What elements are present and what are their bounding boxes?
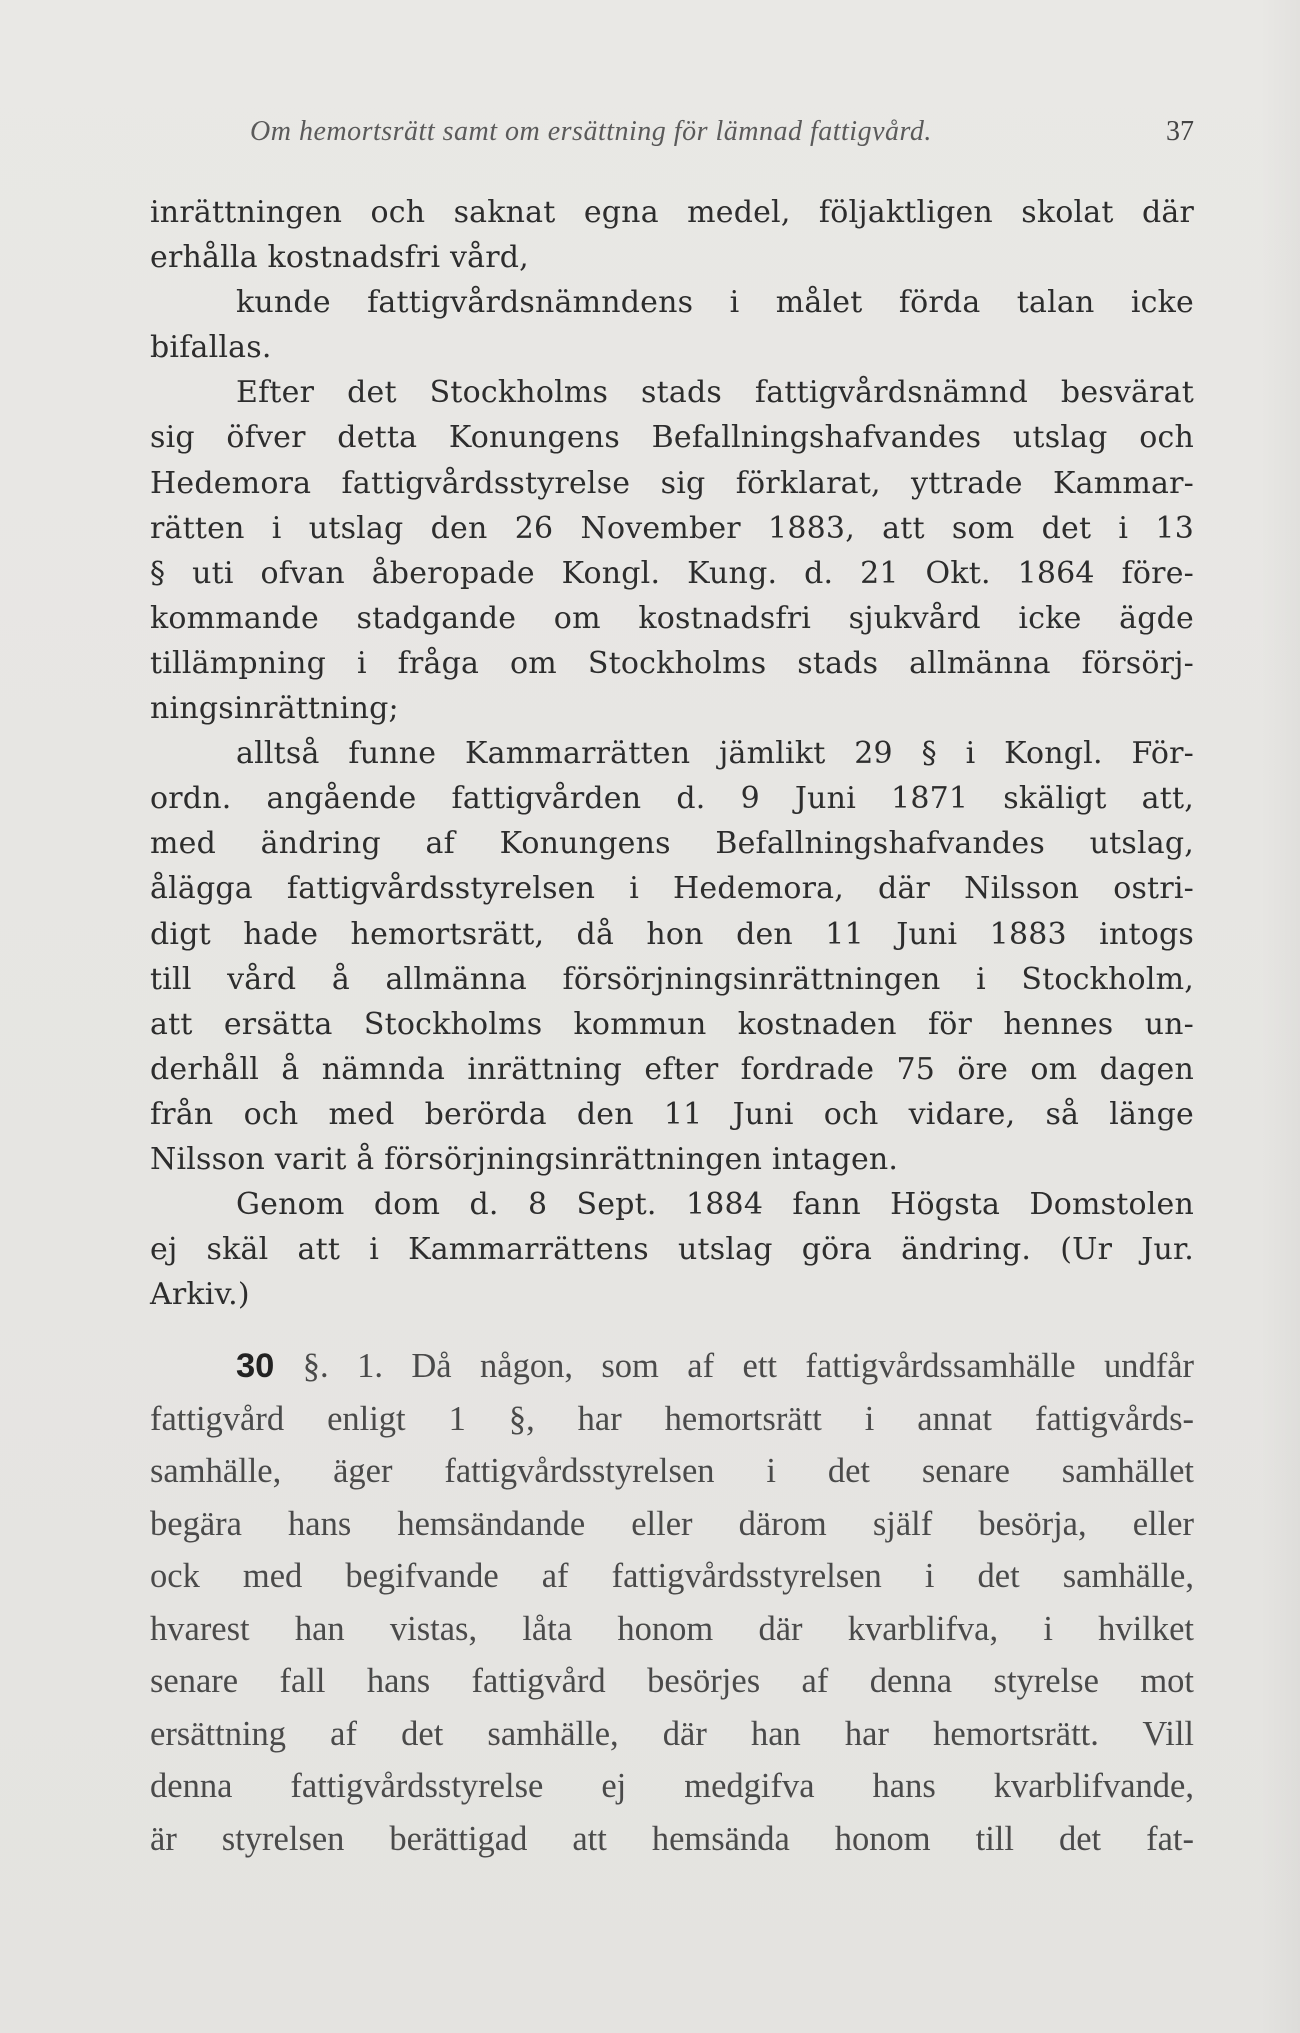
text-line: alltså funne Kammarrätten jämlikt 29 § i Kongl. För- — [236, 736, 1194, 772]
text-line: med ändring af Konungens Befallningshafvandes utslag, — [150, 826, 1194, 862]
section-lead-text: §. 1. Då någon, som af ett fattigvårdssamhälle undfår — [302, 1347, 1195, 1385]
text-line: ningsinrättning; — [150, 691, 399, 727]
section-heading-line — [150, 1340, 1194, 1393]
text-line: senare fall hans fattigvård besörjes af denna styrelse mot — [150, 1662, 1194, 1700]
statute-text — [150, 1340, 1194, 1865]
text-line: till vård å allmänna försörjningsinrättningen i Stockholm, — [150, 961, 1194, 997]
text-line: ordn. angående fattigvården d. 9 Juni 1871 skäligt att, — [150, 781, 1194, 817]
text-line: hvarest han vistas, låta honom där kvarblifva, i hvilket — [150, 1609, 1194, 1648]
text-line: § uti ofvan åberopade Kongl. Kung. d. 21 Okt. 1864 före- — [150, 555, 1194, 591]
text-line: Arkiv.) — [150, 1277, 250, 1313]
text-line: från och med berörda den 11 Juni och vidare, så länge — [150, 1096, 1194, 1132]
text-line: derhåll å nämnda inrättning efter fordrade 75 öre om dagen — [150, 1051, 1194, 1087]
section-number: 30 — [236, 1347, 275, 1385]
text-line: inrättningen och saknat egna medel, följaktligen skolat där — [150, 195, 1194, 230]
text-line: är styrelsen berättigad att hemsända honom till det fat- — [150, 1819, 1194, 1858]
text-line: Nilsson varit å försörjningsinrättningen intagen. — [150, 1141, 899, 1177]
page-number: 37 — [1166, 116, 1194, 147]
text-line: digt hade hemortsrätt, då hon den 11 Juni 1883 intogs — [150, 916, 1194, 952]
text-line: denna fattigvårdsstyrelse ej medgifva hans kvarblifvande, — [150, 1767, 1194, 1805]
text-line: kunde fattigvårdsnämndens i målet förda talan icke — [236, 285, 1194, 321]
page-edge-shadow — [1260, 0, 1300, 2033]
text-line: samhälle, äger fattigvårdsstyrelsen i det senare samhället — [150, 1452, 1194, 1490]
text-line: ej skäl att i Kammarrättens utslag göra ändring. (Ur Jur. — [150, 1232, 1194, 1268]
text-line: rätten i utslag den 26 November 1883, att som det i 13 — [150, 510, 1194, 546]
text-line: bifallas. — [150, 330, 272, 366]
text-line: kommande stadgande om kostnadsfri sjukvård icke ägde — [150, 600, 1194, 636]
text-line: ock med begifvande af fattigvårdsstyrelsen i det samhälle, — [150, 1557, 1194, 1595]
text-line: Hedemora fattigvårdsstyrelse sig förklarat, yttrade Kammar- — [150, 465, 1194, 501]
text-line: tillämpning i fråga om Stockholms stads allmänna försörj- — [150, 645, 1194, 681]
text-line: fattigvård enligt 1 §, har hemortsrätt i annat fattigvårds- — [150, 1399, 1194, 1438]
running-head-title: Om hemortsrätt samt om ersättning för lämnad fattigvård. — [250, 116, 932, 147]
text-line: sig öfver detta Konungens Befallningshafvandes utslag och — [150, 420, 1194, 456]
text-line: begära hans hemsändande eller därom själf besörja, eller — [150, 1504, 1194, 1543]
text-line: Genom dom d. 8 Sept. 1884 fann Högsta Domstolen — [236, 1187, 1194, 1223]
running-head — [150, 112, 1194, 152]
text-line: ersättning af det samhälle, där han har hemortsrätt. Vill — [150, 1714, 1194, 1753]
text-line: Efter det Stockholms stads fattigvårdsnämnd besvärat — [236, 375, 1194, 411]
case-report-text — [150, 190, 1194, 1317]
text-line: ålägga fattigvårdsstyrelsen i Hedemora, där Nilsson ostri- — [150, 871, 1194, 907]
text-line: att ersätta Stockholms kommun kostnaden för hennes un- — [150, 1006, 1194, 1042]
text-line: erhålla kostnadsfri vård, — [150, 240, 529, 276]
